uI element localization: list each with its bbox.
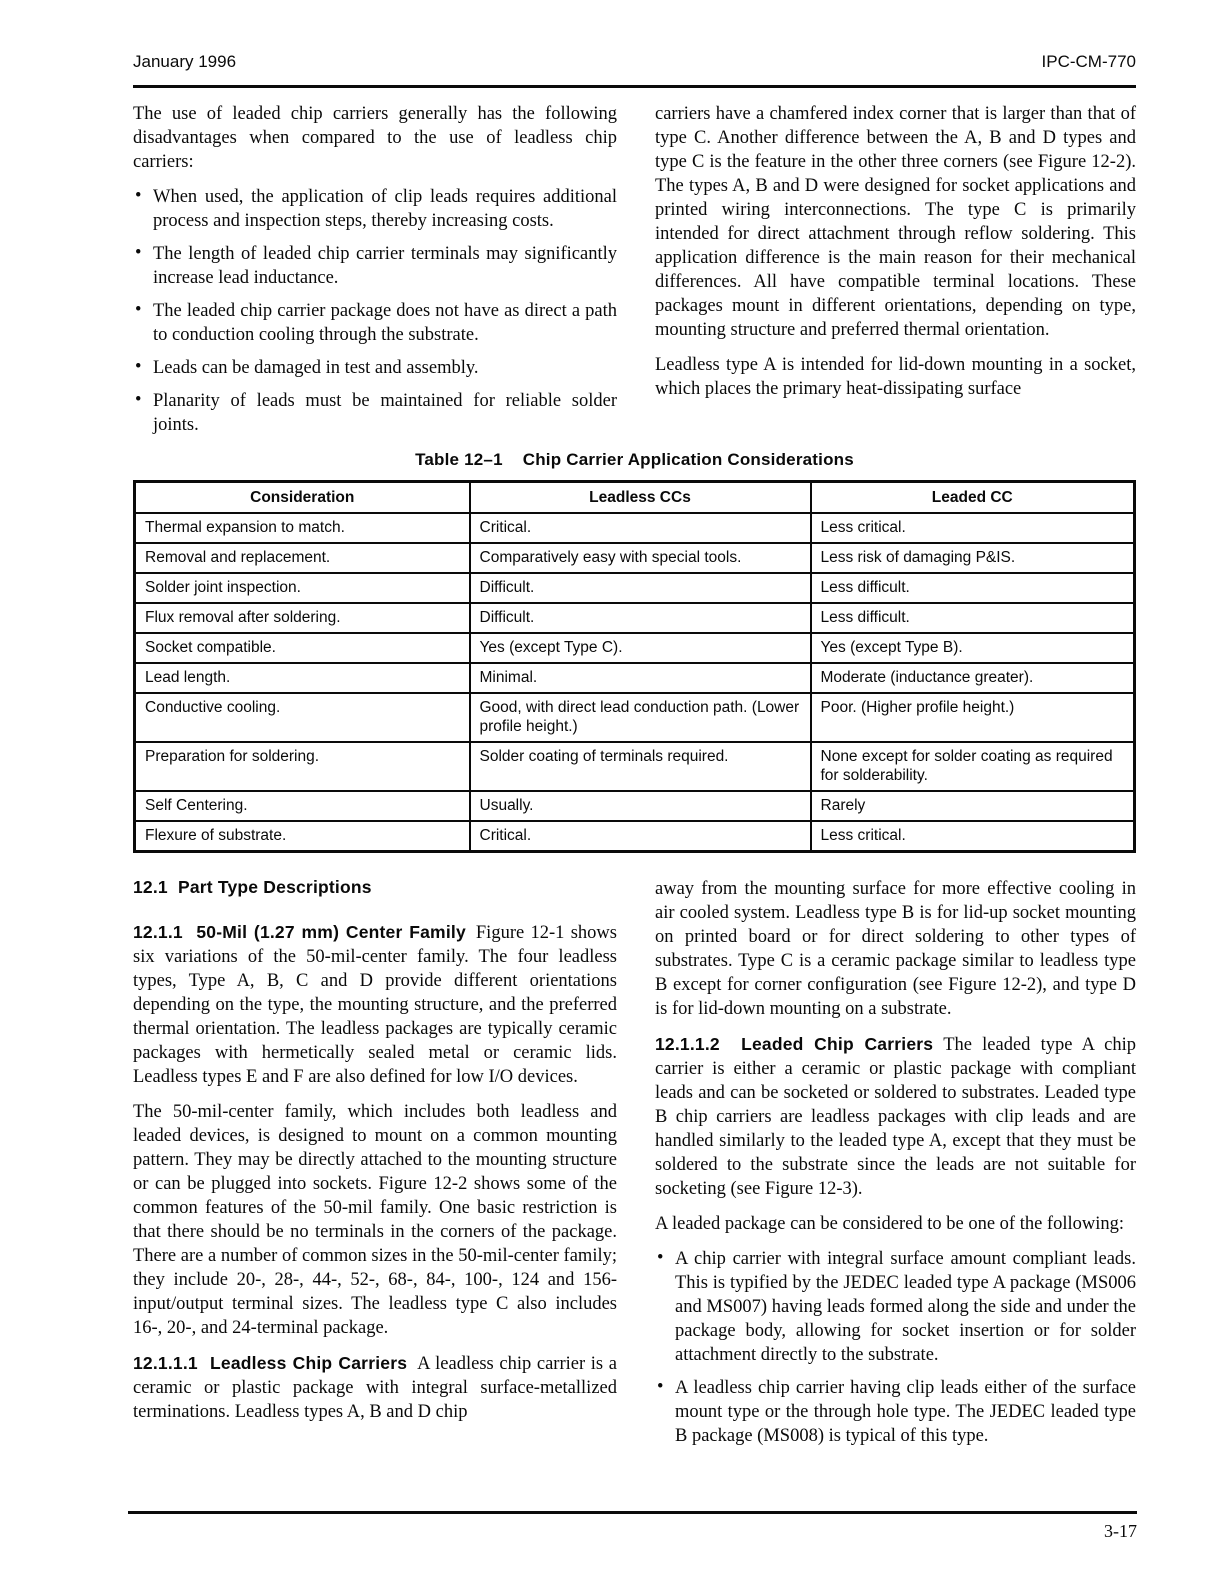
header-date: January 1996 [133,52,237,71]
table-header-row [135,482,1135,514]
section-12-1-1-2-heading: 12.1.1.2 Leaded Chip Carriers [655,1034,934,1054]
list-item [133,299,617,347]
table-row [135,633,1135,663]
section-12-1-1-2-text: The leaded type A chip carrier is either a ceramic or plastic package with compliant leads and can be socketed or soldered to substrates. Leaded type B chip carriers are leadless packages with clip leads and are handled similarly to the leaded type A, except that they must be soldered to the substrate since the leads are not suitable for socketing (see Figure 12-3). [655,1035,1136,1199]
table-cell: Critical. [470,513,811,543]
table-cell: Critical. [470,821,811,852]
table-cell: Comparatively easy with special tools. [470,543,811,573]
column-header: Leadless CCs [470,482,811,514]
section-12-1-1-text: Figure 12-1 shows six variations of the 50-mil-center family. The four leadless types, Type A, B, C and D provide different orientations depending on the type, the mounting structure, and the preferred thermal orientation. The leadless packages are typically ceramic packages with hermetically sealed metal or ceramic lids. Leadless types E and F are also defined for low I/O devices. [133,923,617,1087]
page-footer [128,1511,1137,1542]
table-cell: Thermal expansion to match. [135,513,470,543]
bottom-columns [133,877,1136,1457]
body-paragraph: Leadless type A is intended for lid-down mounting in a socket, which places the primary heat-dissipating surface [655,355,1136,399]
list-item [133,389,617,437]
right-column-bottom [655,877,1136,1457]
table-row [135,821,1135,852]
body-paragraph: A leaded package can be considered to be one of the following: [655,1214,1125,1234]
table-cell: Less difficult. [811,603,1135,633]
left-column-bottom [133,877,617,1457]
section-12-1-1-2-paragraph [655,1032,1136,1201]
table-row [135,663,1135,693]
list-item-text: A chip carrier with integral surface amount compliant leads. This is typified by the JEDEC leaded type A package (MS006 and MS007) having leads formed along the side and under the package body, allowing for socket insertion or for solder attachment directly to the substrate. [675,1249,1136,1365]
table-cell: Difficult. [470,603,811,633]
table-cell: Socket compatible. [135,633,470,663]
list-item-text: Leads can be damaged in test and assembly. [153,358,479,378]
list-item-text: Planarity of leads must be maintained for reliable solder joints. [153,391,617,435]
table-cell: None except for solder coating as required for solderability. [811,742,1135,791]
table-row [135,603,1135,633]
table-cell: Yes (except Type B). [811,633,1135,663]
table-cell: Removal and replacement. [135,543,470,573]
table-row [135,791,1135,821]
table-cell: Rarely [811,791,1135,821]
list-item [133,242,617,290]
table-row [135,513,1135,543]
body-paragraph: carriers have a chamfered index corner that is larger than that of type C. Another difference between the A, B and D types and type C is the feature in the other three corners (see Figure 12-2). The types A, B and D were designed for socket applications and printed wiring interconnections. The type C is primarily intended for direct attachment through reflow soldering. This application difference is the main reason for their mechanical differences. All have compatible terminal locations. These packages mount in different orientations, depending on type, mounting structure and preferred thermal orientation. [655,104,1136,340]
section-12-1-1-1-text: A leadless chip carrier is a ceramic or plastic package with integral surface-metallized terminations. Leadless types A, B and D chip [133,1354,618,1422]
page-number: 3-17 [1104,1521,1137,1541]
section-12-1-1-paragraph [133,920,617,1089]
column-header: Leaded CC [811,482,1135,514]
chip-carrier-considerations-table [133,480,1136,853]
list-item-text: A leadless chip carrier having clip leads either of the surface mount type or the through hole type. The JEDEC leaded type B package (MS008) is typical of this type. [675,1378,1136,1446]
table-cell: Conductive cooling. [135,693,470,742]
table-cell: Yes (except Type C). [470,633,811,663]
table-row [135,573,1135,603]
table-cell: Self Centering. [135,791,470,821]
column-header: Consideration [135,482,470,514]
table-cell: Less critical. [811,513,1135,543]
top-columns [133,102,1136,446]
table-caption-label: Table 12–1 [415,450,503,469]
list-item-text: When used, the application of clip leads requires additional process and inspection steps, thereby increasing costs. [153,187,617,231]
page-header [133,52,1136,88]
table-cell: Usually. [470,791,811,821]
section-12-1-1-heading: 12.1.1 50-Mil (1.27 mm) Center Family [133,922,466,942]
table-cell: Flux removal after soldering. [135,603,470,633]
section-12-1-heading: 12.1 Part Type Descriptions [133,877,372,897]
table-cell: Less risk of damaging P&IS. [811,543,1135,573]
table-row [135,693,1135,742]
section-12-1-1-1-paragraph [133,1351,617,1424]
list-item [133,185,617,233]
table-cell: Lead length. [135,663,470,693]
table-cell: Less difficult. [811,573,1135,603]
table-cell: Preparation for soldering. [135,742,470,791]
body-paragraph: The 50-mil-center family, which includes both leadless and leaded devices, is designed to mount on a common mounting pattern. They may be directly attached to the mounting structure or can be plugged into sockets. Figure 12-2 shows some of the common features of the 50-mil family. One basic restriction is that there should be no terminals in the corners of the package. There are a number of common sizes in the 50-mil-center family; they include 20-, 28-, 44-, 52-, 68-, 84-, 100-, 124 and 156-input/output terminal sizes. The leadless type C also includes 16-, 20-, and 24-terminal package. [133,1102,617,1338]
list-item-text: The length of leaded chip carrier terminals may significantly increase lead inductance. [153,244,617,288]
table-cell: Moderate (inductance greater). [811,663,1135,693]
table-row [135,543,1135,573]
table-12-1-block [133,450,1136,853]
table-cell: Poor. (Higher profile height.) [811,693,1135,742]
left-column-top [133,102,617,446]
table-cell: Flexure of substrate. [135,821,470,852]
list-item-text: The leaded chip carrier package does not have as direct a path to conduction cooling through the substrate. [153,301,617,345]
table-caption [133,450,1136,470]
section-12-1-1-1-heading: 12.1.1.1 Leadless Chip Carriers [133,1353,408,1373]
body-paragraph: away from the mounting surface for more effective cooling in air cooled system. Leadless type B is for lid-up socket mounting on printed board or for direct soldering to other types of substrates. Type C is a ceramic package similar to leadless type B except for corner configuration (see Figure 12-2), and type D is for lid-down mounting on a substrate. [655,879,1136,1019]
table-caption-text: Chip Carrier Application Considerations [522,450,854,469]
table-cell: Less critical. [811,821,1135,852]
intro-paragraph: The use of leaded chip carriers generally has the following disadvantages when compared to the use of leadless chip carriers: [133,104,617,172]
table-cell: Difficult. [470,573,811,603]
table-cell: Good, with direct lead conduction path. (Lower profile height.) [470,693,811,742]
list-item [655,1376,1136,1448]
table-cell: Solder coating of terminals required. [470,742,811,791]
table-row [135,742,1135,791]
table-cell: Solder joint inspection. [135,573,470,603]
list-item [133,356,617,380]
list-item [655,1247,1136,1367]
header-doc-id: IPC-CM-770 [1041,52,1136,71]
right-column-top [655,102,1136,446]
table-cell: Minimal. [470,663,811,693]
